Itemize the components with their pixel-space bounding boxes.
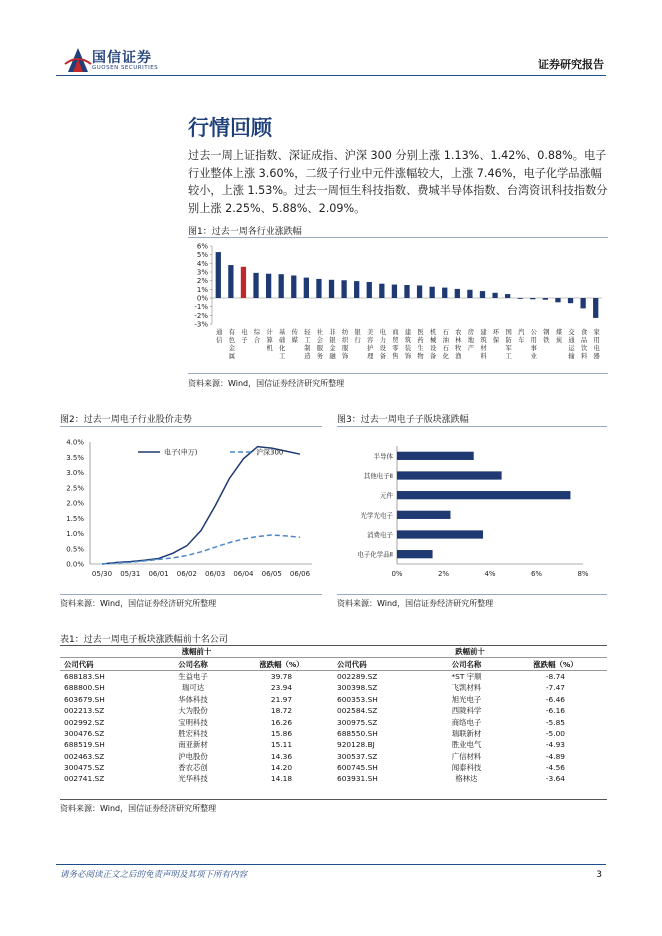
y-tick-label: 3% <box>196 268 208 277</box>
group-down-header: 跌幅前十 <box>455 647 485 657</box>
x-tick-label: 非银金融 <box>329 329 336 360</box>
table-cell: 香农芯创 <box>178 763 208 773</box>
table-cell: 15.11 <box>270 740 293 750</box>
table-cell: 华体科技 <box>178 694 208 704</box>
bar <box>228 265 233 298</box>
footer-disclaimer: 请务必阅读正文之后的免责声明及其项下所有内容 <box>60 870 248 880</box>
legend-label: 沪深300 <box>256 448 284 457</box>
x-tick-label: 06/04 <box>233 570 254 578</box>
table-cell: 18.72 <box>270 706 293 716</box>
table-cell: 002289.SZ <box>337 671 378 681</box>
y-tick-label: 1.5% <box>66 514 84 523</box>
fig2-bottom-rule <box>60 594 322 595</box>
y-tick-label: 电子化学品Ⅱ <box>357 550 393 559</box>
footer-rule <box>56 864 606 865</box>
legend-label: 电子(申万) <box>164 448 198 457</box>
bar <box>455 289 460 298</box>
table-cell: -4.56 <box>545 763 566 773</box>
fig2-source: 资料来源：Wind，国信证券经济研究所整理 <box>60 599 217 608</box>
table-cell: -8.74 <box>545 671 566 681</box>
col-header: 公司名称 <box>178 659 208 669</box>
bar <box>316 279 321 298</box>
guosen-logo-icon <box>64 44 92 76</box>
bar <box>397 511 450 519</box>
header-rule <box>56 75 606 76</box>
table-row <box>60 739 607 750</box>
x-tick-label: 05/30 <box>91 570 113 578</box>
bar <box>555 298 560 302</box>
table-cell: 300975.SZ <box>337 717 378 727</box>
table-cell: 688183.SH <box>64 671 105 681</box>
bar <box>505 294 510 298</box>
table-cell: 瑞联新材 <box>451 728 482 738</box>
table-cell: 16.26 <box>270 717 293 727</box>
industry-bar-chart <box>188 240 608 370</box>
col-header: 涨跌幅（%） <box>259 659 304 669</box>
x-tick-label: 计算机 <box>266 329 273 352</box>
bar <box>518 298 523 299</box>
bar <box>397 452 474 460</box>
table-cell: 生益电子 <box>178 671 208 681</box>
x-tick-label: 06/05 <box>261 570 282 578</box>
table-cell: 39.78 <box>270 671 293 681</box>
table-cell: 商络电子 <box>451 717 482 727</box>
table-cell: 002584.SZ <box>337 706 378 716</box>
x-tick-label: 家用电器 <box>593 329 600 360</box>
bar <box>392 285 397 298</box>
table-cell: -3.64 <box>545 774 566 784</box>
y-tick-label: 2.0% <box>66 499 84 508</box>
x-tick-label: 2% <box>437 570 450 578</box>
table-cell: -4.89 <box>545 751 566 761</box>
table-cell: 大为股份 <box>178 706 208 716</box>
y-tick-label: 6% <box>196 242 208 251</box>
fig2-top-rule <box>60 426 322 427</box>
fig1-top-rule <box>188 237 608 238</box>
y-tick-label: 0.5% <box>66 545 84 554</box>
table-cell: 沪电股份 <box>178 751 208 761</box>
table-cell: -5.00 <box>545 728 566 738</box>
table-cell: 广信材料 <box>451 751 482 761</box>
table-cell: 格林达 <box>455 774 478 784</box>
col-header: 公司代码 <box>337 659 367 669</box>
x-tick-label: 环保 <box>492 329 500 344</box>
x-tick-label: 06/03 <box>205 570 226 578</box>
x-tick-label: 国防军工 <box>505 329 512 360</box>
bar <box>253 273 258 298</box>
fig2-title: 图2：过去一周电子行业股价走势 <box>60 415 192 425</box>
table-cell: -5.85 <box>545 717 566 727</box>
bar <box>354 281 359 298</box>
x-tick-label: 有色金属 <box>228 329 236 360</box>
y-tick-label: -2% <box>194 311 208 320</box>
bar <box>216 252 221 298</box>
bar <box>329 280 334 298</box>
table-row <box>60 728 607 739</box>
table-row <box>60 705 607 716</box>
bar <box>241 267 246 298</box>
table-cell: 603679.SH <box>64 694 105 704</box>
series-line <box>102 447 300 564</box>
bar <box>291 275 296 298</box>
table-cell: 300398.SZ <box>337 683 378 693</box>
y-tick-label: 光学光电子 <box>360 511 393 520</box>
bar <box>379 284 384 298</box>
bar <box>568 298 573 303</box>
x-tick-label: 0% <box>391 570 403 578</box>
bar <box>404 285 409 298</box>
table-cell: 西陇科学 <box>451 706 482 716</box>
table-cell: 瑞可达 <box>181 683 205 693</box>
x-tick-label: 6% <box>530 570 543 578</box>
bar <box>480 291 485 298</box>
x-tick-label: 食品饮料 <box>580 329 588 360</box>
table-row <box>60 762 607 773</box>
table-cell: 002463.SZ <box>64 751 105 761</box>
table-cell: -6.46 <box>545 694 566 704</box>
table-cell: 300537.SZ <box>337 751 378 761</box>
table-row <box>60 716 607 727</box>
table-row <box>60 670 607 682</box>
x-tick-label: 公用事业 <box>530 329 537 360</box>
bar <box>341 280 346 298</box>
table-cell: -6.16 <box>545 706 566 716</box>
y-tick-label: 3.5% <box>66 453 84 462</box>
logo-cn: 国信证券 <box>92 50 152 66</box>
x-tick-label: 电力设备 <box>379 329 386 360</box>
bar <box>580 298 585 308</box>
table-row <box>60 682 607 693</box>
page-number: 3 <box>596 870 602 880</box>
report-type: 证券研究报告 <box>538 58 604 71</box>
table-cell: 旭光电子 <box>451 694 482 704</box>
x-tick-label: 06/01 <box>148 570 169 578</box>
fig3-source: 资料来源：Wind，国信证券经济研究所整理 <box>337 599 494 608</box>
x-tick-label: 农林牧渔 <box>455 329 462 360</box>
subsector-bar-chart <box>337 430 607 590</box>
x-tick-label: 06/06 <box>289 570 311 578</box>
x-tick-label: 医药生物 <box>417 329 424 360</box>
bar <box>279 274 284 298</box>
bar <box>397 471 502 479</box>
y-tick-label: 2% <box>196 277 208 286</box>
table-cell: 23.94 <box>270 683 293 693</box>
bar <box>492 293 497 298</box>
x-tick-label: 06/02 <box>176 570 197 578</box>
y-tick-label: 4% <box>196 259 208 268</box>
bar <box>397 491 570 499</box>
series-line <box>102 535 300 564</box>
table1-wrap <box>60 646 607 785</box>
y-tick-label: 1.0% <box>66 530 84 538</box>
y-tick-label: 0.0% <box>66 560 84 569</box>
x-tick-label: 银行 <box>354 329 361 344</box>
x-tick-label: 汽车 <box>518 329 525 344</box>
x-tick-label: 商贸零售 <box>392 329 399 360</box>
col-header: 涨跌幅（%） <box>533 659 578 669</box>
y-tick-label: -3% <box>194 320 208 329</box>
x-tick-label: 电子 <box>241 329 248 344</box>
fig3-title: 图3：过去一周电子子版块涨跌幅 <box>337 415 469 425</box>
bar <box>530 298 535 299</box>
top-movers-table <box>60 646 607 785</box>
fig1-source: 资料来源：Wind，国信证券经济研究所整理 <box>188 379 345 388</box>
x-tick-label: 建筑材料 <box>480 329 487 360</box>
table1-title: 表1：过去一周电子板块涨跌幅前十名公司 <box>60 635 228 645</box>
table-cell: 14.36 <box>270 751 293 761</box>
fig3-bottom-rule <box>337 594 607 595</box>
x-tick-label: 轻工制造 <box>304 329 311 360</box>
table-cell: 闻泰科技 <box>451 763 482 773</box>
fig1-title: 图1：过去一周各行业涨跌幅 <box>188 227 302 237</box>
y-tick-label: 消费电子 <box>367 531 393 539</box>
table-cell: 14.20 <box>270 763 293 773</box>
table-cell: 21.97 <box>270 694 293 704</box>
table1-source: 资料来源：Wind，国信证券经济研究所整理 <box>60 804 217 813</box>
group-up-header: 涨幅前十 <box>181 647 212 657</box>
table-cell: 14.18 <box>270 774 293 784</box>
x-tick-label: 交通运输 <box>568 329 575 360</box>
table-cell: 002741.SZ <box>64 774 105 784</box>
y-tick-label: 5% <box>196 251 208 260</box>
table-cell: 南亚新材 <box>178 740 208 750</box>
bar <box>304 278 309 298</box>
y-tick-label: 3.0% <box>66 469 84 477</box>
bar <box>266 274 271 298</box>
table-row <box>60 694 607 705</box>
y-tick-label: 2.5% <box>66 484 84 493</box>
x-tick-label: 综合 <box>253 329 261 344</box>
bar <box>367 282 372 298</box>
bar <box>397 550 433 558</box>
y-tick-label: 半导体 <box>373 452 393 461</box>
y-tick-label: 4.0% <box>66 438 84 447</box>
table-cell: 飞凯材料 <box>451 683 482 693</box>
table-cell: *ST 宇顺 <box>451 671 482 681</box>
table-cell: 688550.SH <box>337 728 378 738</box>
x-tick-label: 基础化工 <box>279 329 286 360</box>
bar <box>543 298 548 300</box>
x-tick-label: 煤炭 <box>555 329 563 344</box>
bar <box>442 288 447 298</box>
fig1-bottom-rule <box>188 373 608 374</box>
bar <box>397 530 483 538</box>
x-tick-label: 机械设备 <box>430 329 437 360</box>
table-row <box>60 773 607 784</box>
table1-bottom-rule <box>60 799 607 800</box>
x-tick-label: 8% <box>577 570 589 578</box>
y-tick-label: 元件 <box>380 491 393 500</box>
x-tick-label: 4% <box>484 570 496 578</box>
x-tick-label: 房地产 <box>467 329 475 352</box>
x-tick-label: 钢铁 <box>543 329 550 344</box>
section-title: 行情回顾 <box>188 116 272 140</box>
y-tick-label: 0% <box>196 294 208 303</box>
x-tick-label: 05/31 <box>120 570 141 578</box>
x-tick-label: 纺织服饰 <box>341 329 349 360</box>
table-cell: 宝明科技 <box>178 717 208 727</box>
table-cell: 920128.BJ <box>337 740 375 750</box>
table-cell: 光华科技 <box>178 774 208 784</box>
electronics-line-chart <box>60 430 322 590</box>
bar <box>417 285 422 298</box>
col-header: 公司代码 <box>64 659 94 669</box>
table-cell: 688800.SH <box>64 683 105 693</box>
x-tick-label: 传媒 <box>291 329 298 344</box>
x-tick-label: 建筑装饰 <box>404 329 412 360</box>
bar <box>593 298 598 318</box>
bar <box>430 287 435 298</box>
table-cell: 胜业电气 <box>451 740 482 750</box>
table-cell: 002213.SZ <box>64 706 105 716</box>
x-tick-label: 石油石化 <box>442 329 449 360</box>
table-cell: 603931.SH <box>337 774 378 784</box>
summary-paragraph: 过去一周上证指数、深证成指、沪深 300 分别上涨 1.13%、1.42%、0.88%。电子行业整体上涨 3.60%，二级子行业中元件涨幅较大，上涨 7.46%，电子化学品涨幅较小，上涨 1.53%。过去一周恒生科技指数、费城半导体指数、台湾资讯科技指数分别上涨 2.25%、5.88%、2.09%。 <box>188 149 608 215</box>
table-cell: -7.47 <box>545 683 566 693</box>
table-cell: 300475.SZ <box>64 763 105 773</box>
x-tick-label: 通信 <box>216 329 223 344</box>
y-tick-label: 1% <box>196 285 208 294</box>
col-header: 公司名称 <box>451 659 482 669</box>
table-cell: 胜宏科技 <box>178 728 208 738</box>
table-cell: 15.86 <box>270 728 293 738</box>
table-cell: 600745.SH <box>337 763 378 773</box>
table-row <box>60 751 607 762</box>
fig3-top-rule <box>337 426 607 427</box>
y-tick-label: -1% <box>194 303 208 312</box>
y-tick-label: 其他电子Ⅱ <box>363 472 393 480</box>
table-cell: 600353.SH <box>337 694 378 704</box>
table-cell: 002992.SZ <box>64 717 105 727</box>
table-cell: 300476.SZ <box>64 728 105 738</box>
x-tick-label: 美容护理 <box>367 329 374 360</box>
bar <box>467 290 472 298</box>
logo-en: GUOSEN SECURITIES <box>92 65 159 71</box>
table-cell: -4.93 <box>545 740 566 750</box>
x-tick-label: 社会服务 <box>316 329 324 360</box>
table-cell: 688519.SH <box>64 740 105 750</box>
